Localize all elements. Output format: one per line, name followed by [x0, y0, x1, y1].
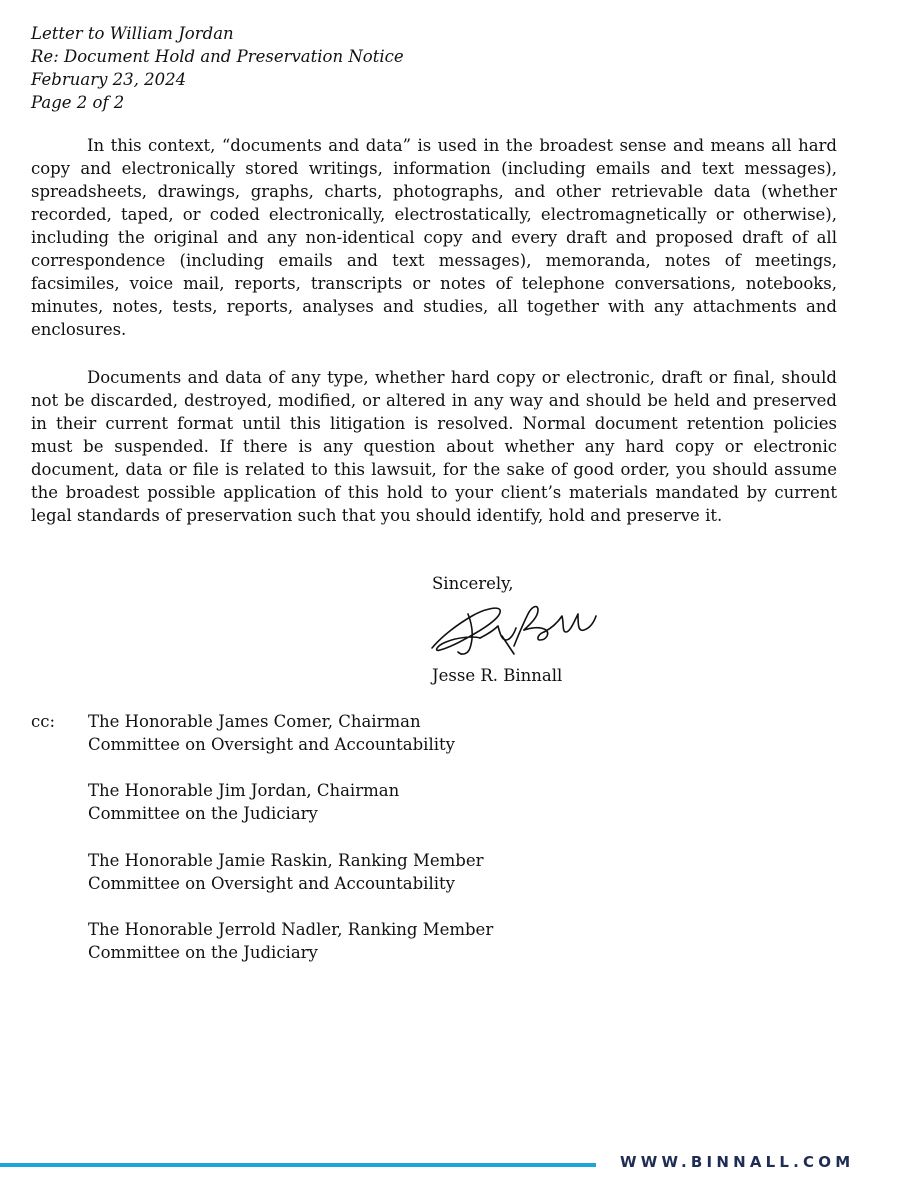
- cc-recipient: [88, 918, 493, 964]
- cc-recipient-name: The Honorable Jamie Raskin, Ranking Member: [88, 851, 484, 870]
- body-paragraph-preservation: Documents and data of any type, whether hard copy or electronic, draft or final, should not be discarded, destroyed, modified, or altered in any way and should be held and preserved in their current format until this litigation is resolved. Normal document retention policies must be suspended. If there is any question about whether any hard copy or electronic document, data or file is related to this lawsuit, for the sake of good order, you should assume the broadest possible application of this hold to your client’s materials mandated by current legal standards of preservation such that you should identify, hold and preserve it.: [31, 368, 837, 525]
- cc-recipient: [88, 779, 399, 825]
- body-paragraph-definition: In this context, “documents and data” is used in the broadest sense and means all hard copy and electronically stored writings, information (including emails and text messages), spreadsheets, drawings, graphs, charts, photographs, and other retrievable data (whether recorded, taped, or coded electronically, electrostatically, electromagnetically or otherwise), including the original and any non-identical copy and every draft and proposed draft of all correspondence (including emails and text messages), memoranda, notes of meetings, facsimiles, voice mail, reports, transcripts or notes of telephone conversations, notebooks, minutes, notes, tests, reports, analyses and studies, all together with any attachments and enclosures.: [31, 136, 837, 339]
- cc-recipient: [88, 710, 455, 756]
- cc-recipient-committee: Committee on the Judiciary: [88, 804, 318, 823]
- cc-recipient-committee: Committee on Oversight and Accountability: [88, 874, 455, 893]
- header-re-line: Re: Document Hold and Preservation Notice: [31, 47, 404, 66]
- footer-divider: [0, 1163, 596, 1167]
- header-recipient-line: Letter to William Jordan: [31, 24, 234, 43]
- cc-recipient-name: The Honorable Jerrold Nadler, Ranking Member: [88, 920, 494, 939]
- cc-recipient-committee: Committee on the Judiciary: [88, 943, 318, 962]
- header-page-number: Page 2 of 2: [31, 93, 125, 112]
- cc-recipient-name: The Honorable Jim Jordan, Chairman: [88, 781, 400, 800]
- handwritten-signature-icon: [428, 596, 600, 662]
- cc-recipient: [88, 849, 483, 895]
- cc-recipient-name: The Honorable James Comer, Chairman: [88, 712, 421, 731]
- header-date: February 23, 2024: [31, 70, 187, 89]
- letter-header: [31, 22, 404, 114]
- closing-salutation: Sincerely,: [432, 574, 514, 593]
- footer-website-url[interactable]: WWW.BINNALL.COM: [620, 1153, 855, 1171]
- cc-label: cc:: [31, 712, 56, 731]
- cc-recipient-committee: Committee on Oversight and Accountability: [88, 735, 455, 754]
- signer-name: Jesse R. Binnall: [432, 666, 563, 685]
